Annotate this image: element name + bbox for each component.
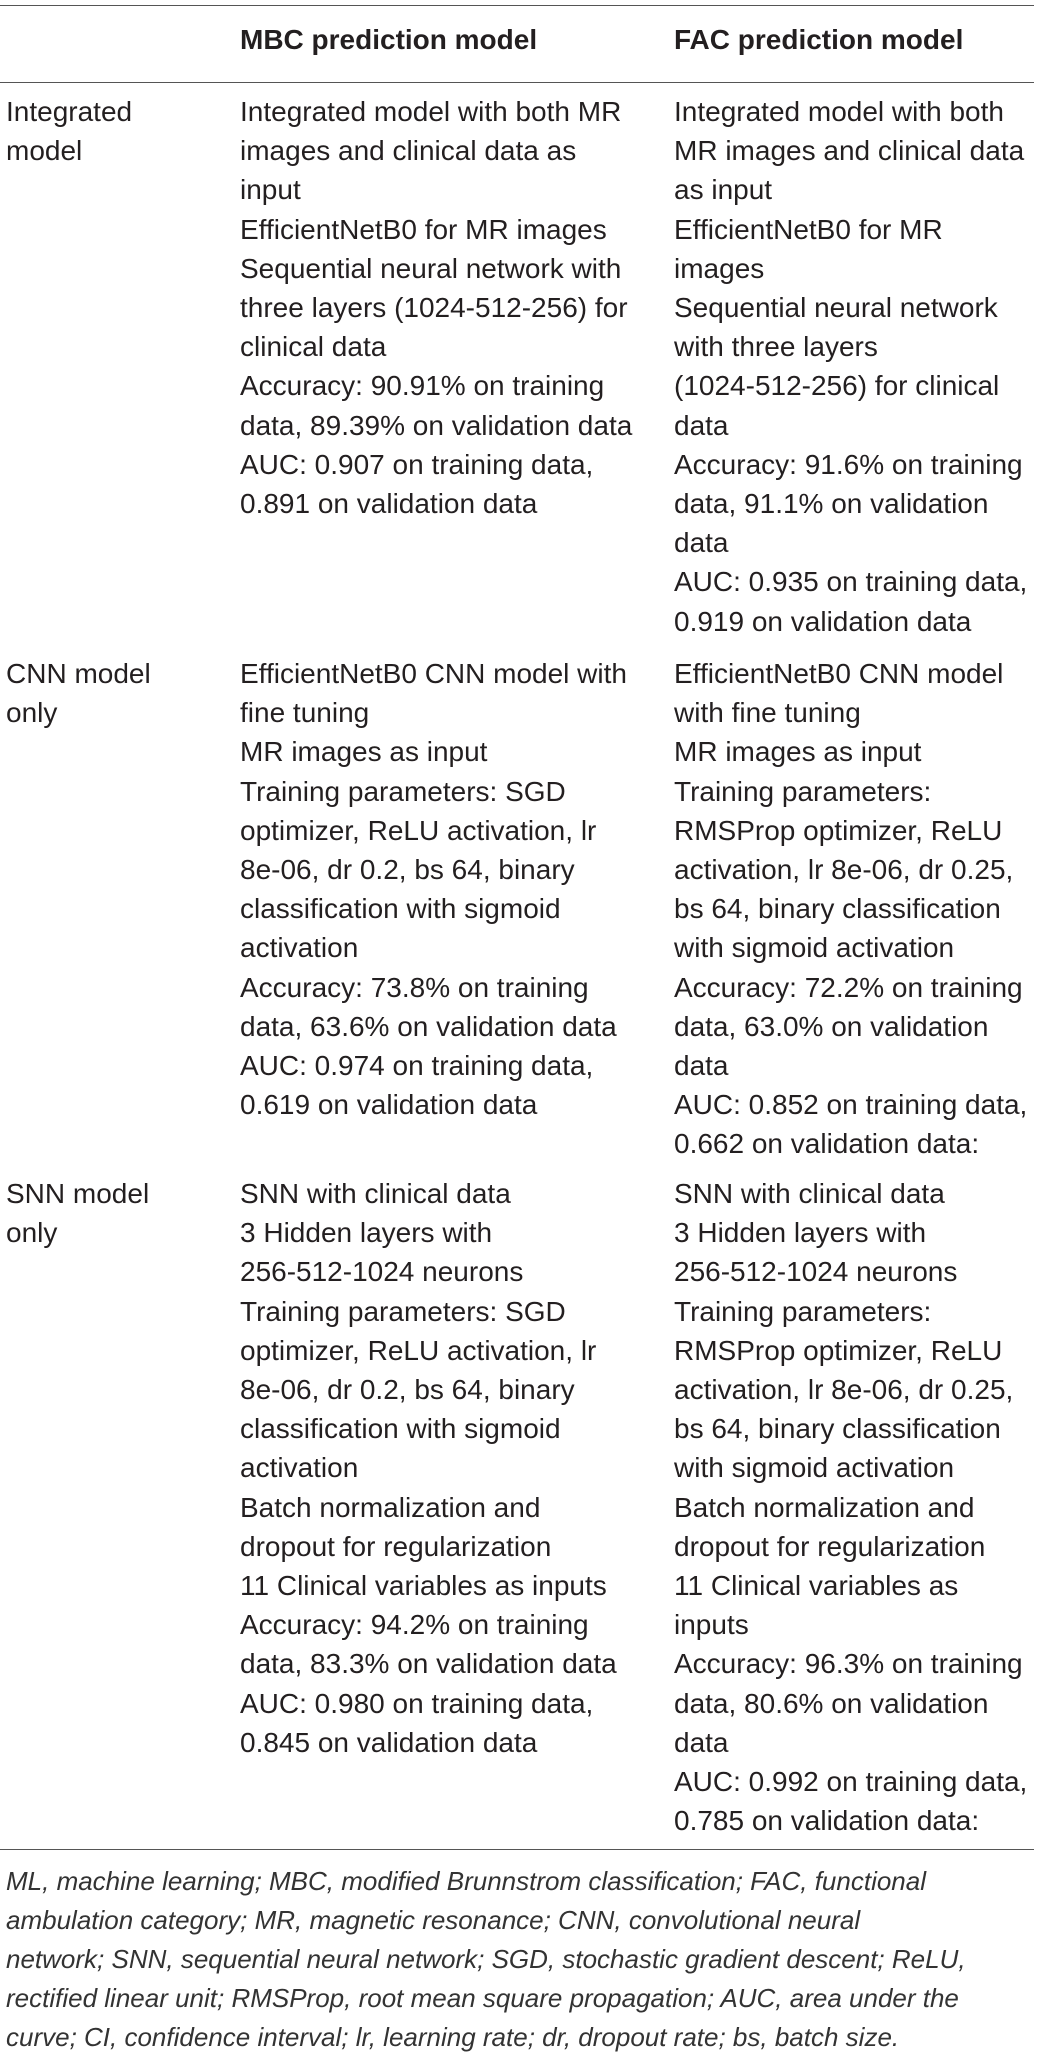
fac-cell: SNN with clinical data 3 Hidden layers with 256-512-1024 neurons Training parameters: RMSProp optimizer, ReLU activation, lr 8e-06, dr 0.25, bs 64, binary classification with sigmoid activation Batch normalization and dropout for regularization 11 Clinical variables as inputs Accuracy: 96.3% on training data, 80.6% on validation data AUC: 0.992 on training data, 0.785 on validation data: — [674, 1178, 1028, 1837]
table-header-rule — [0, 82, 1034, 83]
row-label: Integrated model — [6, 96, 133, 167]
fac-cell: Integrated model with both MR images and clinical data as input EfficientNetB0 for MR images Sequential neural network with three layers (1024-512-256) for clinical data Accuracy: 91.6% on training data, 91.1% on validation data AUC: 0.935 on training data, 0.919 on validation data — [674, 96, 1028, 637]
mbc-cell: SNN with clinical data 3 Hidden layers with 256-512-1024 neurons Training parameters: SGD optimizer, ReLU activation, lr 8e-06, dr 0.2, bs 64, binary classification with sigmoid activation Batch normalization and dropout for regularization 11 Clinical variables as inputs Accuracy: 94.2% on training data, 83.3% on validation data AUC: 0.980 on training data, 0.845 on validation data — [240, 1178, 617, 1758]
mbc-cell: EfficientNetB0 CNN model with fine tuning MR images as input Training parameters: SGD optimizer, ReLU activation, lr 8e-06, dr 0.2, bs 64, binary classification with sigmoid activation Accuracy: 73.8% on training data, 63.6% on validation data AUC: 0.974 on training data, 0.619 on validation data — [240, 658, 627, 1121]
column-header-fac: FAC prediction model — [674, 24, 964, 55]
table-bottom-rule — [0, 1849, 1034, 1850]
fac-cell: EfficientNetB0 CNN model with fine tuning MR images as input Training parameters: RMSProp optimizer, ReLU activation, lr 8e-06, dr 0.25, bs 64, binary classification with sigmoid activation Accuracy: 72.2% on training data, 63.0% on validation data AUC: 0.852 on training data, 0.662 on validation data: — [674, 658, 1028, 1160]
row-label: SNN model only — [6, 1178, 150, 1249]
table-footnote: ML, machine learning; MBC, modified Brunnstrom classification; FAC, functional ambulation category; MR, magnetic resonance; CNN, convolutional neural network; SNN, sequential neural network; SGD, stochastic gradient descent; ReLU, rectified linear unit; RMSProp, root mean square propagation; AUC, area under the curve; CI, confidence interval; lr, learning rate; dr, dropout rate; bs, batch size. — [6, 1866, 966, 2052]
column-header-mbc: MBC prediction model — [240, 24, 538, 55]
row-label: CNN model only — [6, 658, 151, 729]
mbc-cell: Integrated model with both MR images and clinical data as input EfficientNetB0 for MR images Sequential neural network with three layers (1024-512-256) for clinical data Accuracy: 90.91% on training data, 89.39% on validation data AUC: 0.907 on training data, 0.891 on validation data — [240, 96, 633, 520]
table-top-rule — [0, 5, 1034, 6]
